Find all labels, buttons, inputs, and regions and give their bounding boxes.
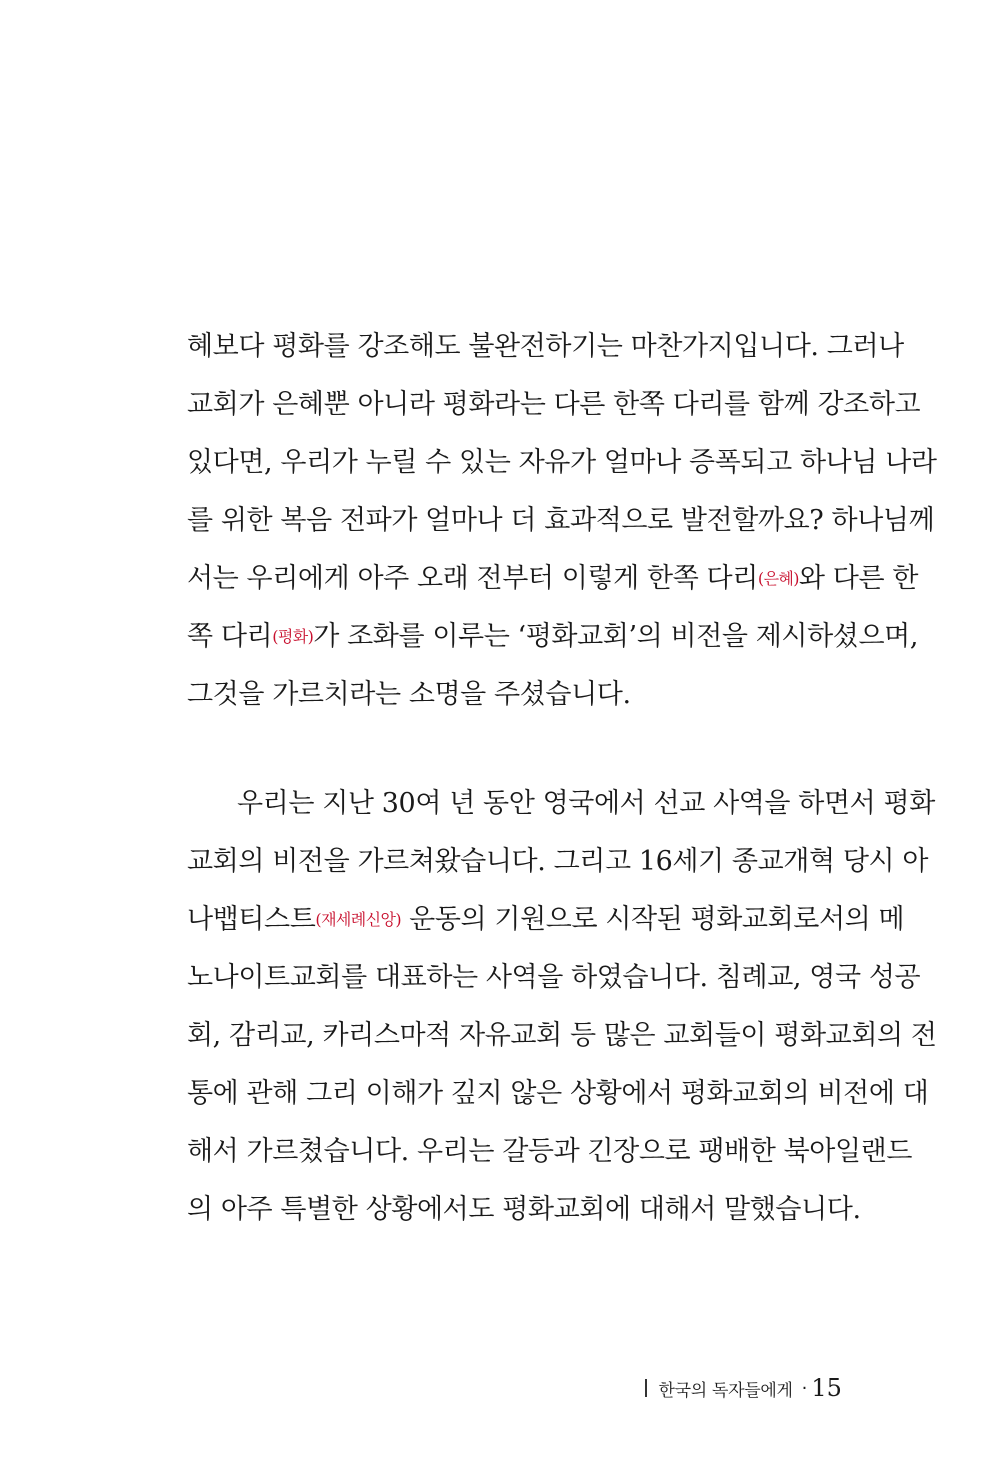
text-segment: 운동의 기원으로 시작된 평화교회로서의 메 xyxy=(401,904,905,935)
text-line xyxy=(187,775,935,833)
text-segment: 우리는 지난 30여 년 동안 영국에서 선교 사역을 하면서 평화 xyxy=(237,788,935,819)
text-line xyxy=(187,891,905,949)
text-segment: 나뱁티스트 xyxy=(187,904,316,935)
text-segment: 와 다른 한 xyxy=(798,563,919,594)
text-line: 통에 관해 그리 이해가 깊지 않은 상황에서 평화교회의 비전에 대 xyxy=(187,1078,929,1109)
text-line: 있다면, 우리가 누릴 수 있는 자유가 얼마나 증폭되고 하나님 나라 xyxy=(187,447,937,478)
annotation-anabaptist: (재세례신앙) xyxy=(315,910,401,929)
annotation-grace: (은혜) xyxy=(757,569,799,588)
text-line: 의 아주 특별한 상황에서도 평화교회에 대해서 말했습니다. xyxy=(187,1194,861,1225)
text-line: 회, 감리교, 카리스마적 자유교회 등 많은 교회들이 평화교회의 전 xyxy=(187,1020,937,1051)
page-footer xyxy=(645,1372,842,1404)
page-number: 15 xyxy=(811,1374,842,1402)
text-line xyxy=(187,550,919,608)
footer-divider xyxy=(645,1379,647,1397)
text-line: 노나이트교회를 대표하는 사역을 하였습니다. 침례교, 영국 성공 xyxy=(187,962,921,993)
text-line: 교회가 은혜뿐 아니라 평화라는 다른 한쪽 다리를 함께 강조하고 xyxy=(187,389,921,420)
annotation-peace: (평화) xyxy=(272,627,314,646)
text-segment: 서는 우리에게 아주 오래 전부터 이렇게 한쪽 다리 xyxy=(187,563,758,594)
text-line xyxy=(187,608,919,666)
text-segment: 쪽 다리 xyxy=(187,621,273,652)
text-segment: 가 조화를 이루는 ‘평화교회’의 비전을 제시하셨으며, xyxy=(313,621,919,652)
running-title: 한국의 독자들에게 xyxy=(658,1380,793,1401)
text-line: 를 위한 복음 전파가 얼마나 더 효과적으로 발전할까요? 하나님께 xyxy=(187,505,935,536)
text-line: 혜보다 평화를 강조해도 불완전하기는 마찬가지입니다. 그러나 xyxy=(187,331,904,362)
text-line: 그것을 가르치라는 소명을 주셨습니다. xyxy=(187,679,631,710)
text-line: 교회의 비전을 가르쳐왔습니다. 그리고 16세기 종교개혁 당시 아 xyxy=(187,846,929,877)
footer-separator: · xyxy=(801,1377,808,1399)
text-line: 해서 가르쳤습니다. 우리는 갈등과 긴장으로 팽배한 북아일랜드 xyxy=(187,1136,913,1167)
paragraph-1 xyxy=(187,318,937,724)
paragraph-2 xyxy=(187,775,937,1239)
